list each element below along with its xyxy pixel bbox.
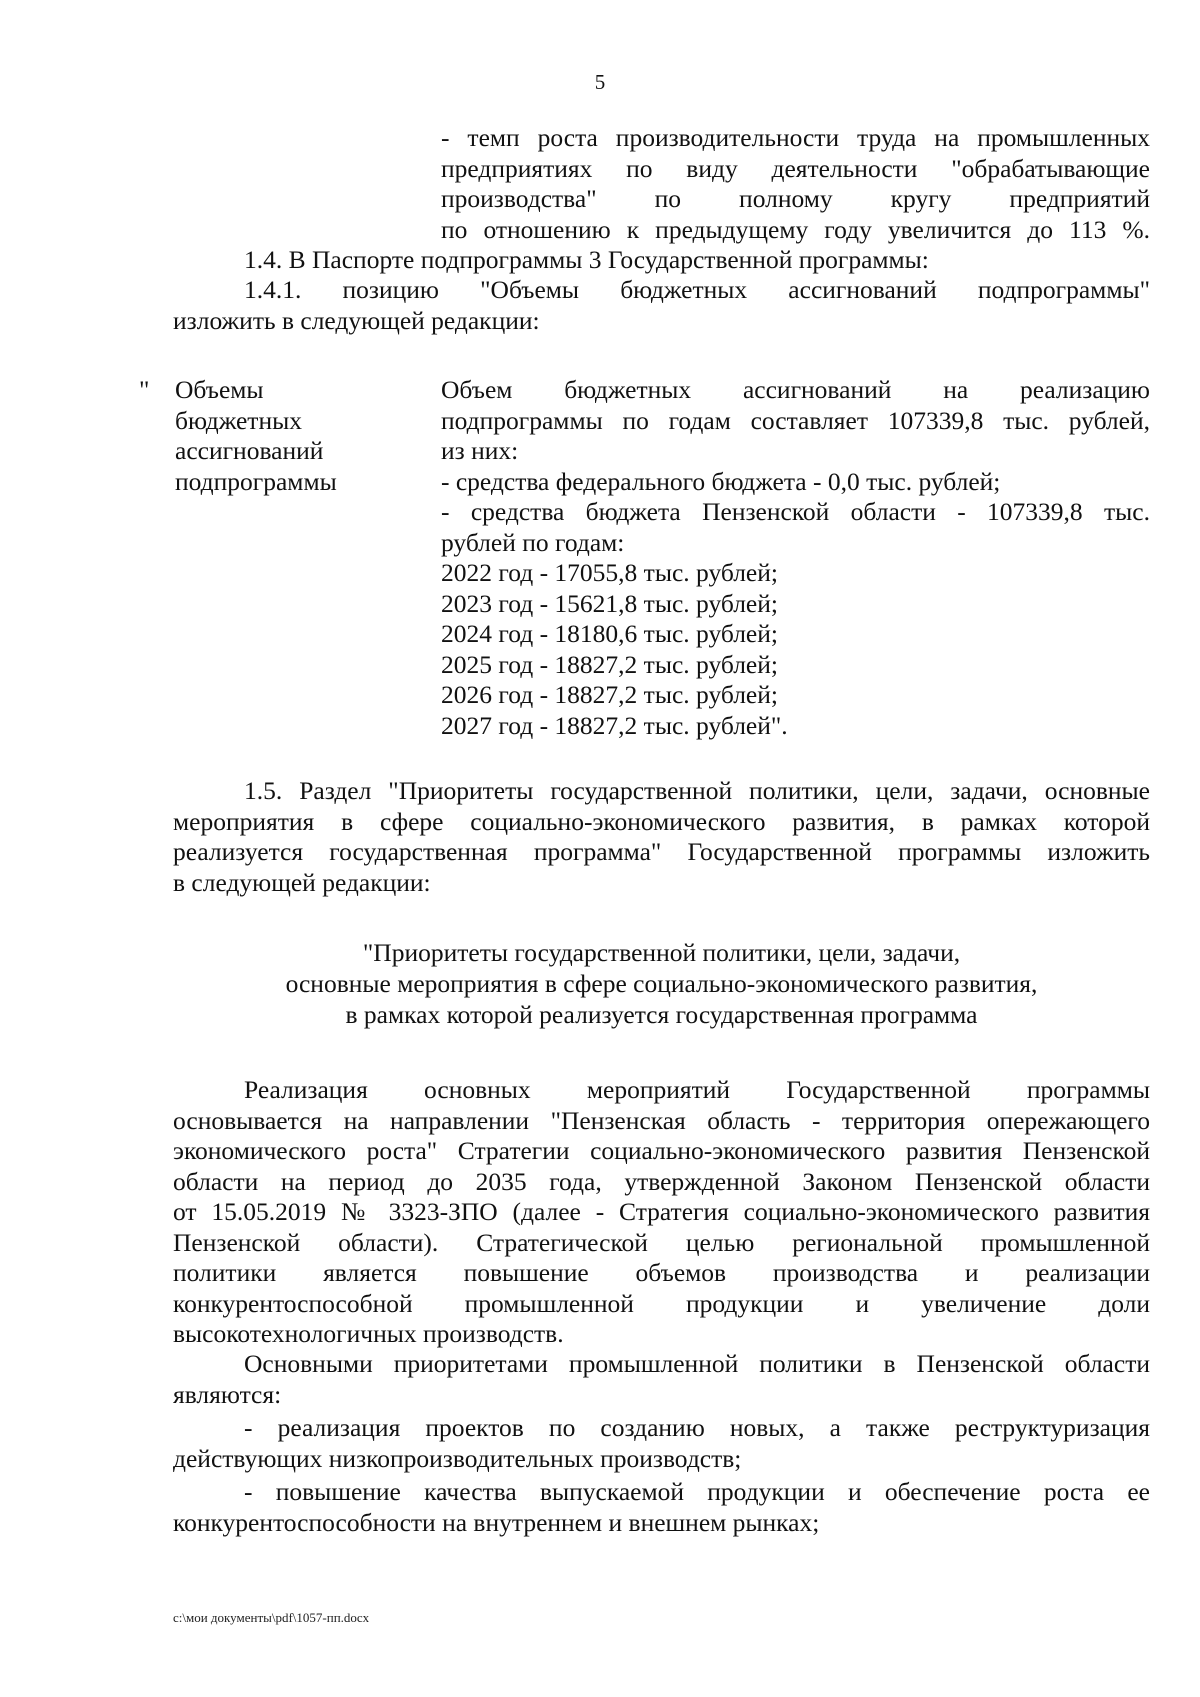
paragraph-strategy	[173, 1075, 1150, 1350]
value-line: - средства федерального бюджета - 0,0 тыс. рублей;	[441, 466, 1001, 496]
text-line: предприятиях по виду деятельности "обрабатывающие	[441, 153, 1150, 183]
text-line: высокотехнологичных производств.	[173, 1319, 564, 1348]
item-1-4-1	[173, 275, 1150, 336]
text-line: Основными приоритетами промышленной политики в Пензенской области	[244, 1349, 1150, 1378]
text-line: Пензенской области). Стратегической целью региональной промышленной	[173, 1227, 1150, 1257]
text-line: экономического роста" Стратегии социально-экономического развития Пензенской	[173, 1136, 1150, 1165]
text-line: от 15.05.2019 № 3323-ЗПО (далее - Стратегия социально-экономического развития	[173, 1197, 1150, 1226]
heading-line: основные мероприятия в сфере социально-экономического развития,	[285, 969, 1038, 998]
text-line: действующих низкопроизводительных производств;	[173, 1443, 742, 1473]
text-line: - реализация проектов по созданию новых, а также реструктуризация	[244, 1413, 1150, 1442]
passport-label	[175, 375, 415, 497]
productivity-bullet	[441, 123, 1150, 245]
text-line: конкурентоспособной промышленной продукции и увеличение доли	[173, 1288, 1150, 1318]
text-line: основывается на направлении "Пензенская область - территория опережающего	[173, 1105, 1150, 1135]
text-line: являются:	[173, 1379, 282, 1409]
text-line: - темп роста производительности труда на промышленных	[441, 123, 1150, 152]
text-line: 1.4.1. позицию "Объемы бюджетных ассигнований подпрограммы"	[244, 275, 1150, 304]
footer-file-path: c:\мои документы\pdf\1057-пп.docx	[173, 1610, 370, 1625]
passport-value	[441, 375, 1150, 741]
text-line: в следующей редакции:	[173, 867, 431, 897]
value-line: из них:	[441, 436, 519, 465]
heading-line: "Приоритеты государственной политики, цели, задачи,	[362, 938, 961, 967]
item-1-5	[173, 776, 1150, 898]
opening-quote-mark: "	[139, 375, 150, 404]
value-line: 2025 год - 18827,2 тыс. рублей;	[441, 649, 778, 679]
page-number: 5	[594, 70, 606, 94]
text-line: - повышение качества выпускаемой продукции и обеспечение роста ее	[244, 1477, 1150, 1506]
bullet-new-projects	[173, 1413, 1150, 1474]
value-line: 2026 год - 18827,2 тыс. рублей;	[441, 680, 778, 709]
value-line: 2023 год - 15621,8 тыс. рублей;	[441, 588, 778, 618]
text-line: 1.4. В Паспорте подпрограммы 3 Государственной программы:	[244, 245, 929, 274]
paragraph-priorities	[173, 1349, 1150, 1410]
label-line: ассигнований	[175, 436, 324, 465]
value-line: 2024 год - 18180,6 тыс. рублей;	[441, 619, 778, 648]
text-line: производства" по полному кругу предприятий	[441, 184, 1150, 213]
text-line: 1.5. Раздел "Приоритеты государственной политики, цели, задачи, основные	[244, 776, 1150, 805]
value-line: Объем бюджетных ассигнований на реализацию	[441, 375, 1150, 404]
value-line: 2022 год - 17055,8 тыс. рублей;	[441, 558, 778, 587]
label-line: Объемы	[175, 375, 264, 404]
value-line: 2027 год - 18827,2 тыс. рублей".	[441, 710, 788, 740]
value-line: подпрограммы по годам составляет 107339,8 тыс. рублей,	[441, 405, 1150, 435]
text-line: по отношению к предыдущему году увеличится до 113 %.	[441, 214, 1150, 244]
value-line: рублей по годам:	[441, 527, 625, 557]
text-line: политики является повышение объемов производства и реализации	[173, 1258, 1150, 1287]
text-line: мероприятия в сфере социально-экономического развития, в рамках которой	[173, 806, 1150, 836]
label-line: бюджетных	[175, 405, 302, 435]
text-line: Реализация основных мероприятий Государственной программы	[244, 1075, 1150, 1104]
heading-line: в рамках которой реализуется государственная программа	[345, 1000, 978, 1029]
text-line: области на период до 2035 года, утвержденной Законом Пензенской области	[173, 1166, 1150, 1196]
label-line: подпрограммы	[175, 466, 337, 496]
item-1-4	[173, 245, 1150, 276]
value-line: - средства бюджета Пензенской области - 107339,8 тыс.	[441, 497, 1150, 526]
section-heading	[173, 937, 1150, 1030]
text-line: изложить в следующей редакции:	[173, 305, 540, 335]
bullet-quality	[173, 1477, 1150, 1538]
text-line: конкурентоспособности на внутреннем и внешнем рынках;	[173, 1507, 820, 1537]
text-line: реализуется государственная программа" Государственной программы изложить	[173, 837, 1150, 866]
